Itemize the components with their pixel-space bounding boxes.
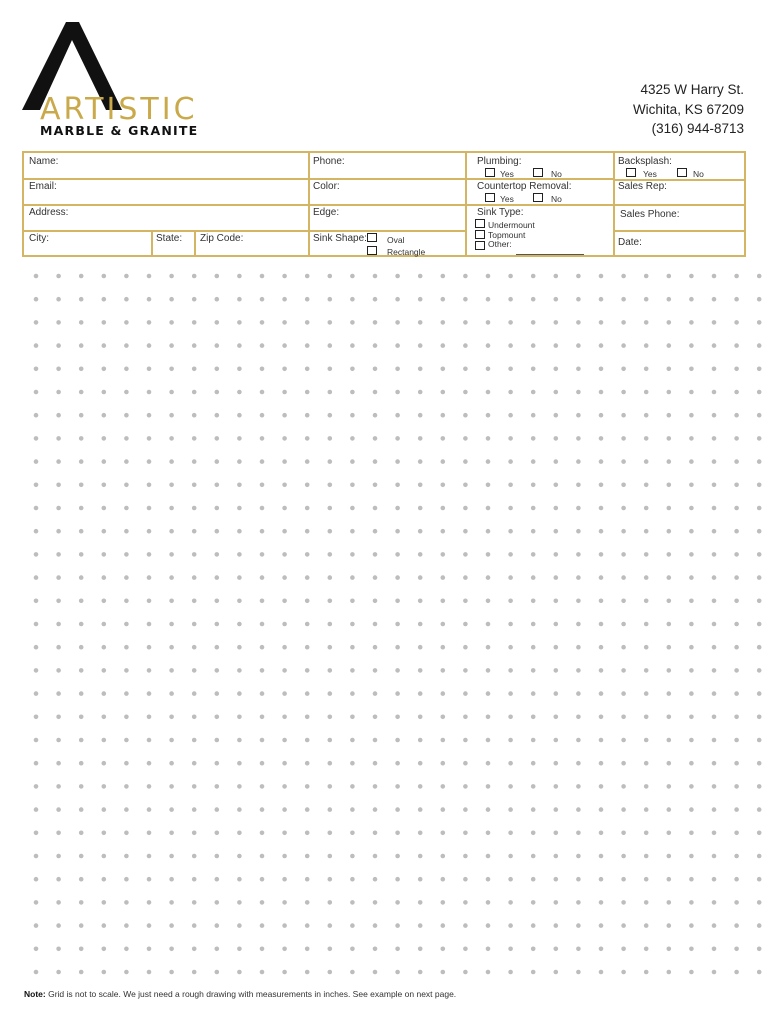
backsplash-label: Backsplash: — [618, 156, 672, 167]
removal-yes-label: Yes — [500, 194, 514, 204]
plumbing-no-label: No — [551, 169, 562, 179]
sales-phone-field[interactable]: Sales Phone: — [620, 209, 680, 220]
topmount-label: Topmount — [488, 230, 526, 240]
undermount-label: Undermount — [488, 220, 535, 230]
zip-field[interactable]: Zip Code: — [200, 233, 244, 244]
phone-field[interactable]: Phone: — [313, 156, 345, 167]
logo-brand: ARTISTIC — [40, 92, 198, 127]
other-label: Other: — [488, 239, 512, 249]
city-field[interactable]: City: — [29, 233, 49, 244]
sink-type-label: Sink Type: — [477, 207, 524, 218]
plumbing-yes-label: Yes — [500, 169, 514, 179]
backsplash-no-label: No — [693, 169, 704, 179]
footer-note — [24, 989, 456, 999]
color-field[interactable]: Color: — [313, 181, 340, 192]
state-field[interactable]: State: — [156, 233, 183, 244]
note-text: Grid is not to scale. We just need a rough drawing with measurements in inches. See example on next page. — [45, 989, 457, 999]
countertop-removal-label: Countertop Removal: — [477, 181, 572, 192]
edge-field[interactable]: Edge: — [313, 207, 340, 218]
backsplash-yes-label: Yes — [643, 169, 657, 179]
address-field[interactable]: Address: — [29, 207, 69, 218]
address-phone: (316) 944-8713 — [651, 121, 744, 136]
address-city: Wichita, KS 67209 — [632, 101, 744, 117]
sink-shape-label: Sink Shape: — [313, 233, 367, 244]
name-field[interactable]: Name: — [29, 156, 59, 167]
removal-no-label: No — [551, 194, 562, 204]
plumbing-label: Plumbing: — [477, 156, 522, 167]
logo-subtitle: MARBLE & GRANITE — [40, 123, 199, 138]
sales-rep-field[interactable]: Sales Rep: — [618, 181, 667, 192]
email-field[interactable]: Email: — [29, 181, 57, 192]
address-street: 4325 W Harry St. — [640, 82, 744, 97]
rectangle-label: Rectangle — [387, 247, 426, 257]
date-field[interactable]: Date: — [618, 237, 642, 248]
note-label: Note: — [24, 989, 46, 999]
oval-label: Oval — [387, 235, 405, 245]
